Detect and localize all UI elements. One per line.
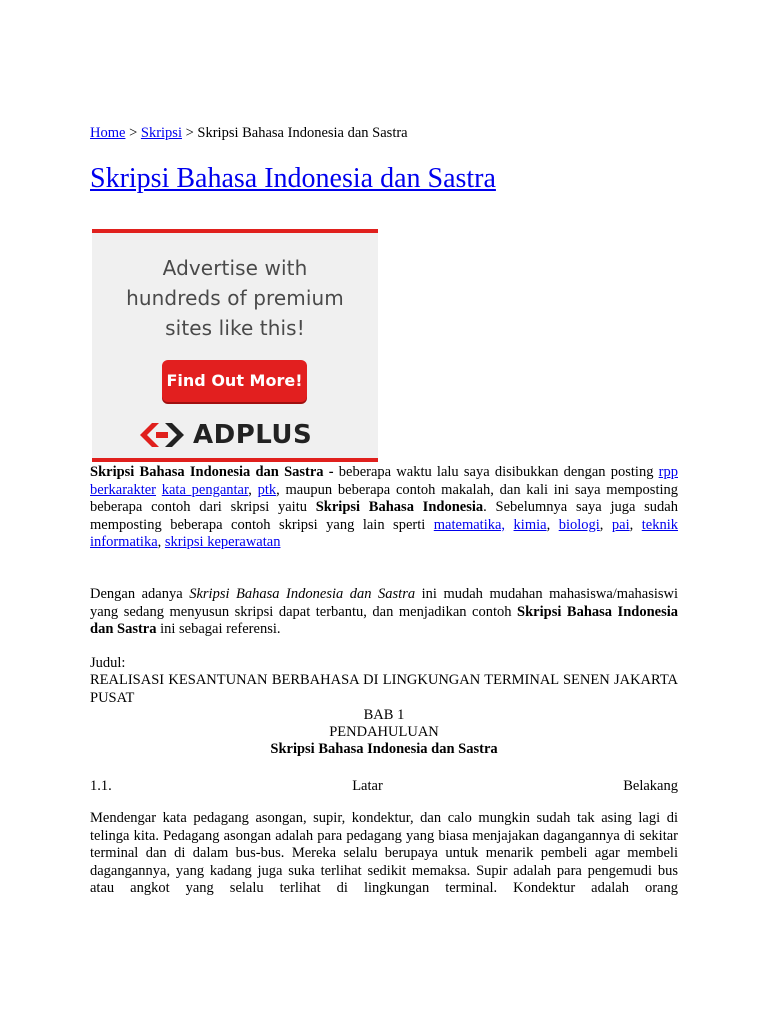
intro-text: , maupun beberapa contoh makalah, dan kali ini saya memposting beberapa contoh dari skripsi yaitu — [90, 481, 679, 515]
intro-paragraph — [90, 464, 678, 552]
body-paragraph: Mendengar kata pedagang asongan, supir, kondektur, dan calo mungkin sudah tak asing lagi di telinga kita. Pedagang asongan adalah para pedagang yang biasa menjajakan dagangannya di sekitar terminal dan di dalam bus-bus. Mereka selalu berupaya untuk menarik pembeli agar membeli dagangannya, yang kadang juga suka terlihat sedikit memaksa. Supir adalah para pengemudi bus atau angkot yang selalu terlihat di lingkungan terminal. Kondektur adalah orang — [90, 810, 678, 896]
adplus-logo-icon — [137, 420, 187, 450]
judul-text: REALISASI KESANTUNAN BERBAHASA DI LINGKUNGAN TERMINAL SENEN JAKARTA PUSAT — [90, 672, 678, 706]
intro-bold-keyword: Skripsi Bahasa Indonesia — [315, 499, 484, 515]
intro-text — [505, 517, 514, 533]
breadcrumb-separator: > — [125, 125, 141, 141]
breadcrumb-separator: > — [181, 125, 198, 141]
adplus-brand-text: ADPLUS — [193, 420, 313, 450]
section-number: 1.1. — [90, 778, 112, 794]
breadcrumb-current: Skripsi Bahasa Indonesia dan Sastra — [197, 125, 408, 141]
para-text: Dengan adanya — [90, 586, 190, 602]
para-text: ini sebagai referensi. — [156, 621, 281, 637]
chapter-subtitle: Skripsi Bahasa Indonesia dan Sastra — [270, 741, 498, 757]
intro-text: beberapa waktu lalu saya disibukkan dengan posting — [333, 464, 659, 480]
link-biologi[interactable]: biologi — [558, 516, 600, 533]
intro-text: , — [157, 534, 165, 550]
breadcrumb-skripsi-link[interactable]: Skripsi — [140, 125, 182, 141]
para-italic-title: Skripsi Bahasa Indonesia dan Sastra — [189, 586, 416, 602]
ad-headline-line-1: Advertise with — [162, 256, 308, 280]
link-ptk[interactable]: ptk — [257, 481, 277, 498]
section-heading — [90, 778, 678, 796]
intro-text: , — [546, 516, 559, 533]
link-matematika[interactable]: matematika, — [433, 516, 506, 533]
chapter-name: PENDAHULUAN — [329, 724, 439, 740]
section-word-latar: Latar — [352, 778, 383, 794]
page-title-link[interactable]: Skripsi Bahasa Indonesia dan Sastra — [90, 163, 496, 194]
para-text: ini mudah mudahan mahasiswa/mahasiswi yang sedang menyusun skripsi dapat terbantu, dan menjadikan contoh — [90, 586, 679, 620]
second-paragraph — [90, 586, 678, 639]
intro-text: , — [629, 516, 642, 533]
judul-label: Judul: — [90, 655, 126, 671]
find-out-more-button[interactable]: Find Out More! — [162, 360, 307, 402]
page-title — [90, 161, 496, 197]
intro-text: . Sebelumnya saya juga sudah memposting beberapa contoh skripsi yang lain sperti — [90, 499, 678, 533]
ad-headline-line-3: sites like this! — [165, 316, 305, 340]
ad-headline-line-2: hundreds of premium — [126, 286, 344, 310]
para-bold-title: Skripsi Bahasa Indonesia dan Sastra — [90, 603, 678, 637]
link-teknik-informatika[interactable]: teknik informatika — [90, 516, 679, 550]
advertisement-banner[interactable] — [92, 229, 378, 462]
chapter-number: BAB 1 — [363, 707, 405, 723]
link-kata-pengantar[interactable]: kata pengantar — [161, 481, 249, 498]
intro-bold-lead: Skripsi Bahasa Indonesia dan Sastra - — [90, 464, 334, 480]
intro-text: , — [248, 481, 258, 498]
link-kimia[interactable]: kimia — [513, 516, 547, 533]
section-word-belakang: Belakang — [623, 778, 678, 794]
link-rpp-berkarakter[interactable]: rpp berkarakter — [90, 464, 678, 498]
breadcrumb — [90, 124, 408, 142]
adplus-logo — [137, 420, 312, 450]
link-skripsi-keperawatan[interactable]: skripsi keperawatan — [164, 534, 281, 550]
breadcrumb-home-link[interactable]: Home — [90, 125, 126, 141]
link-pai[interactable]: pai — [611, 516, 630, 533]
intro-text: , — [599, 516, 612, 533]
